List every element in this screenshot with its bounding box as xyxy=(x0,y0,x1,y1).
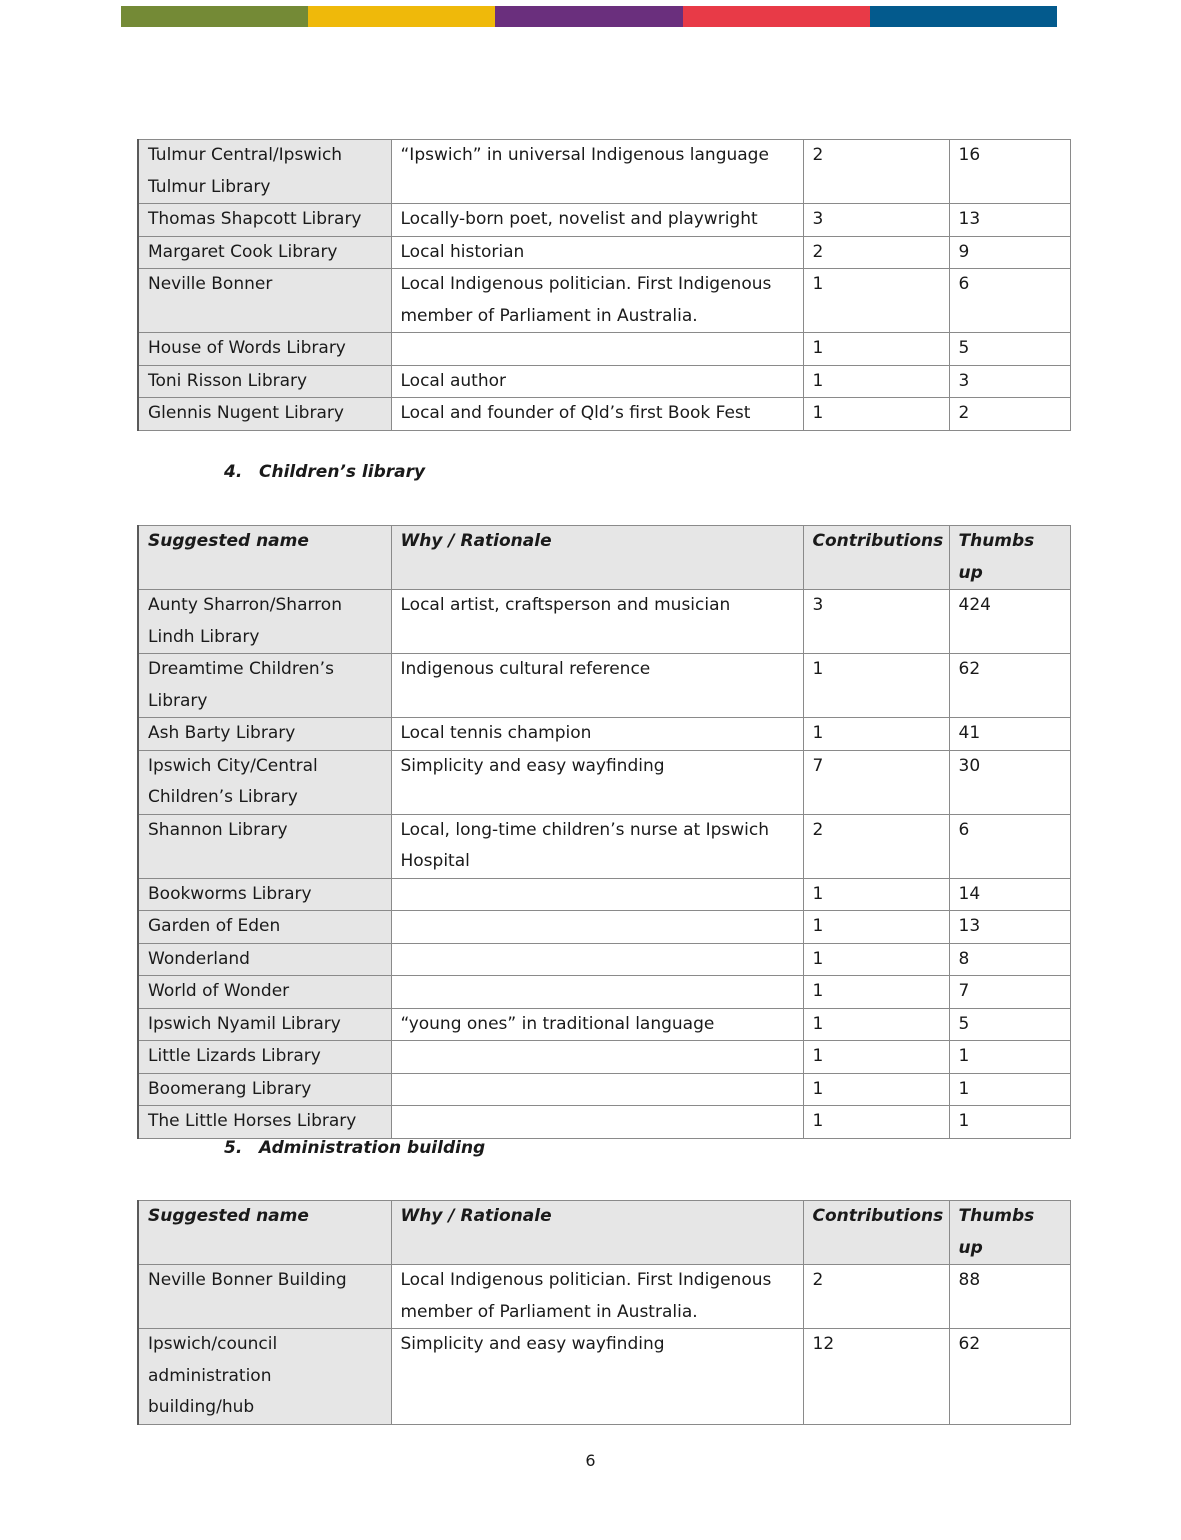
table-row xyxy=(138,333,1070,366)
header-rationale: Why / Rationale xyxy=(391,1201,803,1265)
cell-rationale xyxy=(391,878,803,911)
cell-suggested-name: Dreamtime Children’s Library xyxy=(138,654,391,718)
cell-suggested-name: Bookworms Library xyxy=(138,878,391,911)
cell-contributions: 2 xyxy=(803,236,949,269)
table-row xyxy=(138,590,1070,654)
cell-thumbs-up: 9 xyxy=(949,236,1070,269)
table-row xyxy=(138,911,1070,944)
cell-rationale xyxy=(391,1073,803,1106)
cell-contributions: 3 xyxy=(803,204,949,237)
color-bar-segment xyxy=(683,6,870,27)
cell-suggested-name: Ash Barty Library xyxy=(138,718,391,751)
cell-suggested-name: Thomas Shapcott Library xyxy=(138,204,391,237)
cell-contributions: 1 xyxy=(803,911,949,944)
cell-rationale: Local Indigenous politician. First Indigenous member of Parliament in Australia. xyxy=(391,269,803,333)
cell-thumbs-up: 41 xyxy=(949,718,1070,751)
cell-suggested-name: Little Lizards Library xyxy=(138,1041,391,1074)
cell-suggested-name: House of Words Library xyxy=(138,333,391,366)
cell-rationale xyxy=(391,943,803,976)
cell-suggested-name: Shannon Library xyxy=(138,814,391,878)
color-bar-segment xyxy=(121,6,308,27)
table-row xyxy=(138,1265,1070,1329)
cell-thumbs-up: 16 xyxy=(949,140,1070,204)
cell-suggested-name: Ipswich Nyamil Library xyxy=(138,1008,391,1041)
cell-thumbs-up: 5 xyxy=(949,1008,1070,1041)
color-bar-segment xyxy=(495,6,682,27)
cell-thumbs-up: 6 xyxy=(949,814,1070,878)
table-row xyxy=(138,269,1070,333)
table-header-row xyxy=(138,526,1070,590)
cell-suggested-name: Ipswich/council administration building/hub xyxy=(138,1329,391,1425)
cell-rationale: Local artist, craftsperson and musician xyxy=(391,590,803,654)
cell-contributions: 1 xyxy=(803,943,949,976)
cell-thumbs-up: 5 xyxy=(949,333,1070,366)
cell-contributions: 1 xyxy=(803,1073,949,1106)
table-row xyxy=(138,1008,1070,1041)
cell-suggested-name: Tulmur Central/Ipswich Tulmur Library xyxy=(138,140,391,204)
cell-thumbs-up: 62 xyxy=(949,1329,1070,1425)
cell-contributions: 12 xyxy=(803,1329,949,1425)
table-row xyxy=(138,1106,1070,1139)
cell-rationale: Local and founder of Qld’s first Book Fest xyxy=(391,398,803,431)
cell-thumbs-up: 7 xyxy=(949,976,1070,1009)
color-bar-segment xyxy=(870,6,1057,27)
cell-suggested-name: Glennis Nugent Library xyxy=(138,398,391,431)
childrens-library-table xyxy=(137,525,1071,1139)
header-thumbs-up: Thumbs up xyxy=(949,1201,1070,1265)
cell-contributions: 1 xyxy=(803,654,949,718)
section-heading-administration-building xyxy=(224,1138,485,1158)
cell-thumbs-up: 424 xyxy=(949,590,1070,654)
cell-contributions: 1 xyxy=(803,1008,949,1041)
table-row xyxy=(138,878,1070,911)
cell-suggested-name: World of Wonder xyxy=(138,976,391,1009)
cell-contributions: 3 xyxy=(803,590,949,654)
table-row xyxy=(138,1041,1070,1074)
table-row xyxy=(138,750,1070,814)
cell-rationale: Local, long-time children’s nurse at Ipswich Hospital xyxy=(391,814,803,878)
table-row xyxy=(138,140,1070,204)
table-row xyxy=(138,943,1070,976)
cell-rationale: Local tennis champion xyxy=(391,718,803,751)
cell-thumbs-up: 1 xyxy=(949,1106,1070,1139)
cell-thumbs-up: 3 xyxy=(949,365,1070,398)
cell-suggested-name: The Little Horses Library xyxy=(138,1106,391,1139)
table-row xyxy=(138,365,1070,398)
cell-contributions: 2 xyxy=(803,140,949,204)
cell-suggested-name: Neville Bonner xyxy=(138,269,391,333)
section-title: Children’s library xyxy=(259,462,426,482)
cell-thumbs-up: 2 xyxy=(949,398,1070,431)
cell-rationale xyxy=(391,911,803,944)
cell-contributions: 1 xyxy=(803,398,949,431)
section-number: 4. xyxy=(224,462,243,482)
header-rationale: Why / Rationale xyxy=(391,526,803,590)
cell-suggested-name: Neville Bonner Building xyxy=(138,1265,391,1329)
cell-thumbs-up: 13 xyxy=(949,204,1070,237)
cell-rationale: Simplicity and easy wayfinding xyxy=(391,750,803,814)
cell-thumbs-up: 1 xyxy=(949,1073,1070,1106)
cell-thumbs-up: 1 xyxy=(949,1041,1070,1074)
cell-suggested-name: Garden of Eden xyxy=(138,911,391,944)
cell-thumbs-up: 88 xyxy=(949,1265,1070,1329)
cell-contributions: 1 xyxy=(803,718,949,751)
table-row xyxy=(138,718,1070,751)
cell-rationale: Simplicity and easy wayfinding xyxy=(391,1329,803,1425)
table-header-row xyxy=(138,1201,1070,1265)
cell-contributions: 1 xyxy=(803,878,949,911)
cell-suggested-name: Boomerang Library xyxy=(138,1073,391,1106)
table-row xyxy=(138,976,1070,1009)
header-suggested-name: Suggested name xyxy=(138,526,391,590)
administration-building-table xyxy=(137,1200,1071,1425)
cell-rationale: Local Indigenous politician. First Indigenous member of Parliament in Australia. xyxy=(391,1265,803,1329)
cell-rationale: “young ones” in traditional language xyxy=(391,1008,803,1041)
cell-rationale: Indigenous cultural reference xyxy=(391,654,803,718)
cell-rationale xyxy=(391,333,803,366)
section-heading-childrens-library xyxy=(224,462,425,482)
page-number: 6 xyxy=(585,1451,596,1470)
cell-contributions: 1 xyxy=(803,333,949,366)
cell-rationale: Local historian xyxy=(391,236,803,269)
cell-contributions: 2 xyxy=(803,814,949,878)
cell-rationale: Local author xyxy=(391,365,803,398)
cell-suggested-name: Ipswich City/Central Children’s Library xyxy=(138,750,391,814)
table-row xyxy=(138,398,1070,431)
table-row xyxy=(138,204,1070,237)
cell-contributions: 1 xyxy=(803,365,949,398)
cell-rationale: Locally-born poet, novelist and playwright xyxy=(391,204,803,237)
header-contributions: Contributions xyxy=(803,526,949,590)
color-bar-segment xyxy=(308,6,495,27)
cell-rationale: “Ipswich” in universal Indigenous language xyxy=(391,140,803,204)
cell-thumbs-up: 8 xyxy=(949,943,1070,976)
cell-rationale xyxy=(391,976,803,1009)
cell-suggested-name: Wonderland xyxy=(138,943,391,976)
table-row xyxy=(138,654,1070,718)
cell-contributions: 2 xyxy=(803,1265,949,1329)
cell-contributions: 1 xyxy=(803,269,949,333)
cell-suggested-name: Toni Risson Library xyxy=(138,365,391,398)
cell-contributions: 7 xyxy=(803,750,949,814)
header-suggested-name: Suggested name xyxy=(138,1201,391,1265)
table-row xyxy=(138,1073,1070,1106)
table-row xyxy=(138,1329,1070,1425)
cell-contributions: 1 xyxy=(803,1106,949,1139)
cell-thumbs-up: 6 xyxy=(949,269,1070,333)
cell-thumbs-up: 13 xyxy=(949,911,1070,944)
cell-thumbs-up: 30 xyxy=(949,750,1070,814)
section-title: Administration building xyxy=(259,1138,486,1158)
library-names-table-continued xyxy=(137,139,1071,431)
header-contributions: Contributions xyxy=(803,1201,949,1265)
cell-thumbs-up: 62 xyxy=(949,654,1070,718)
cell-suggested-name: Margaret Cook Library xyxy=(138,236,391,269)
table-row xyxy=(138,236,1070,269)
header-color-bar xyxy=(121,6,1057,27)
table-row xyxy=(138,814,1070,878)
cell-rationale xyxy=(391,1106,803,1139)
cell-rationale xyxy=(391,1041,803,1074)
section-number: 5. xyxy=(224,1138,243,1158)
cell-suggested-name: Aunty Sharron/Sharron Lindh Library xyxy=(138,590,391,654)
header-thumbs-up: Thumbs up xyxy=(949,526,1070,590)
cell-contributions: 1 xyxy=(803,1041,949,1074)
cell-thumbs-up: 14 xyxy=(949,878,1070,911)
cell-contributions: 1 xyxy=(803,976,949,1009)
